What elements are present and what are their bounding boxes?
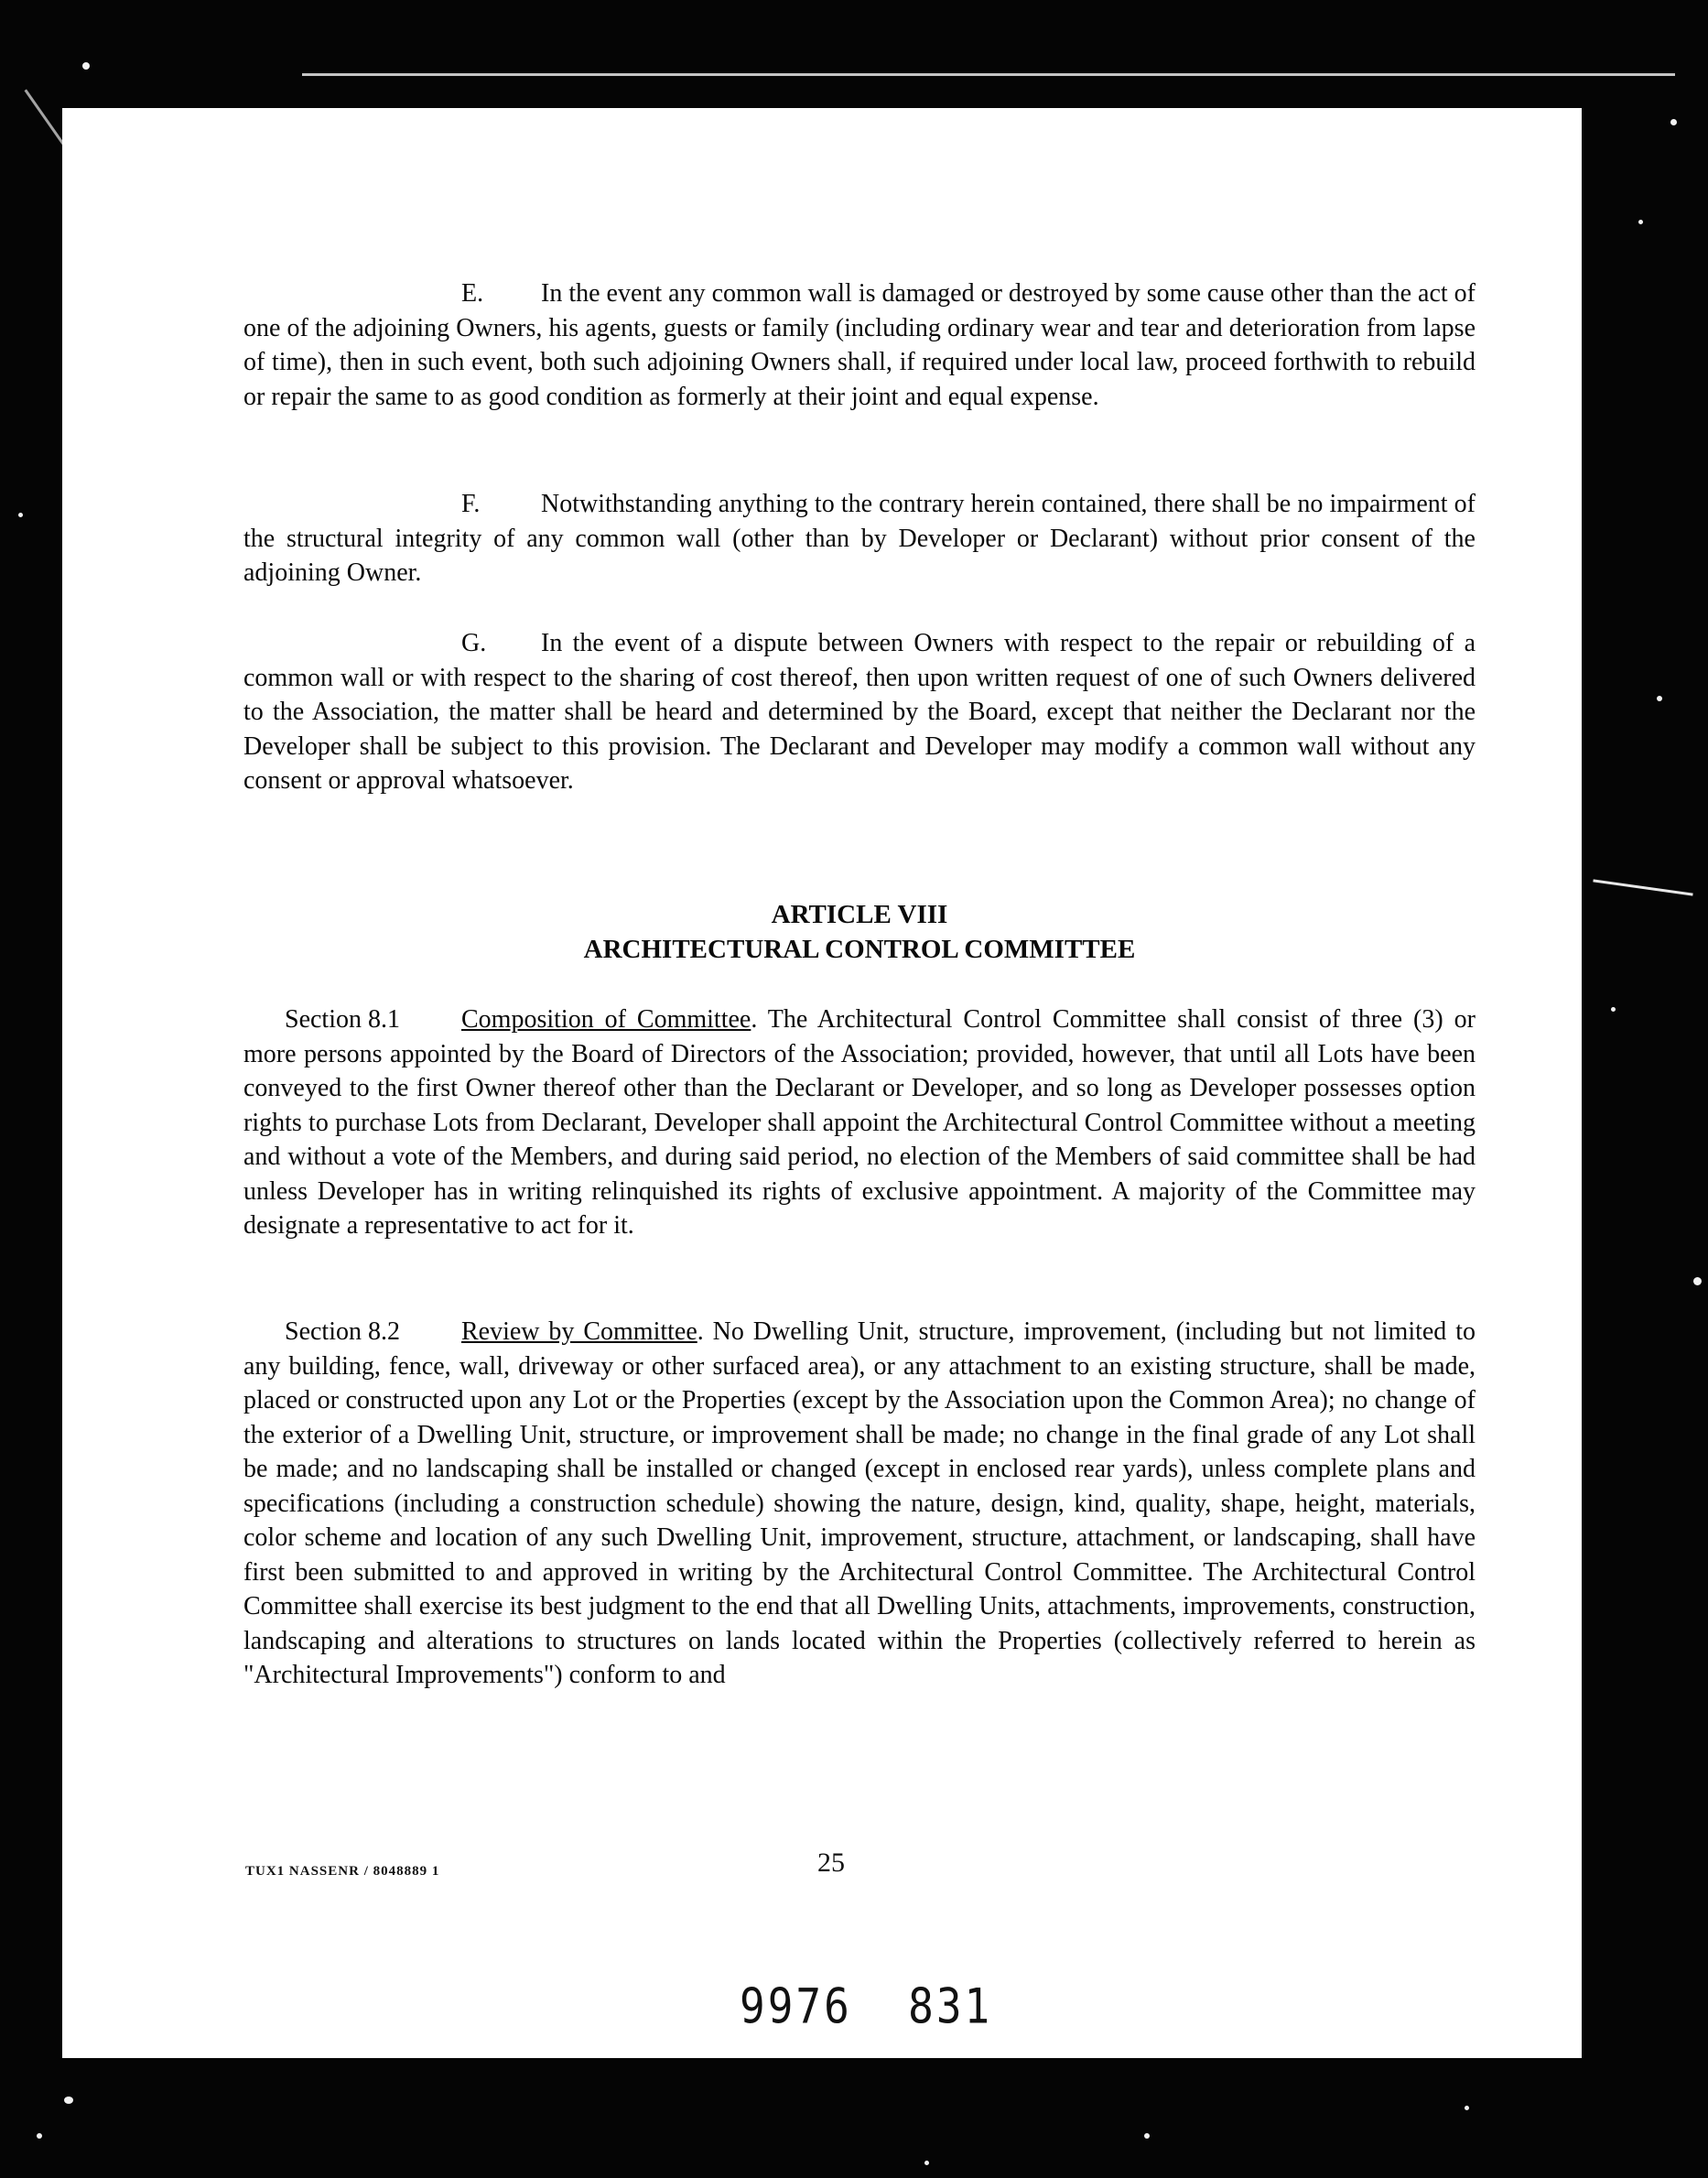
scan-speck: [1693, 1277, 1702, 1285]
scan-speck: [1670, 119, 1677, 125]
page-number: 25: [817, 1848, 845, 1878]
filing-stamp: 9976 831: [740, 1977, 993, 2035]
scan-speck: [1657, 696, 1662, 701]
section-text: . The Architectural Control Committee shall consist of three (3) or more persons appointed by the Board of Directors of the Association; provided, however, that until all Lots have been conveyed to the first Owner thereof other than the Declarant or Developer, and so long as Developer possesses option rights to purchase Lots from Declarant, Developer shall appoint the Architectural Control Committee without a meeting and without a vote of the Members, and during said period, no election of the Members of said committee shall be had unless Developer has in writing relinquished its rights of exclusive appointment. A majority of the Committee may designate a representative to act for it.: [243, 1005, 1476, 1240]
paragraph-F: [243, 487, 1476, 591]
scan-speck: [1144, 2133, 1150, 2139]
paragraph-text: In the event any common wall is damaged or destroyed by some cause other than the act of one of the adjoining Owners, his agents, guests or family (including ordinary wear and tear and deterioration from lapse of time), then in such event, both such adjoining Owners shall, if required under local law, proceed forthwith to rebuild or repair the same to as good condition as formerly at their joint and equal expense.: [243, 279, 1476, 411]
paragraph-letter: G.: [461, 629, 487, 657]
footer-document-id: TUX1 NASSENR / 8048889 1: [245, 1864, 440, 1879]
document-page: [62, 108, 1582, 2058]
paragraph-text: In the event of a dispute between Owners with respect to the repair or rebuilding of a common wall or with respect to the sharing of cost thereof, then upon written request of one of such Owners delivered to the Association, the matter shall be heard and determined by the Board, except that neither the Declarant nor the Developer shall be subject to this provision. The Declarant and Developer may modify a common wall without any consent or approval whatsoever.: [243, 629, 1476, 795]
scan-speck: [1611, 1007, 1616, 1012]
paragraph-text: Notwithstanding anything to the contrary herein contained, there shall be no impairment of the structural integrity of any common wall (other than by Developer or Declarant) without prior consent of the adjoining Owner.: [243, 490, 1476, 587]
paragraph-letter: F.: [461, 490, 481, 518]
section-number: Section 8.1: [285, 1005, 400, 1034]
article-number: ARTICLE VIII: [771, 900, 948, 929]
scan-speck: [18, 513, 23, 517]
section-text: . No Dwelling Unit, structure, improvement, (including but not limited to any building, fence, wall, driveway or other surfaced area), or any attachment to an existing structure, shall be made, placed or constructed upon any Lot or the Properties (except by the Association upon the Common Area); no change of the exterior of a Dwelling Unit, structure, or improvement shall be made; no change in the final grade of any Lot shall be made; and no landscaping shall be installed or changed (except in enclosed rear yards), unless complete plans and specifications (including a construction schedule) showing the nature, design, kind, quality, shape, height, materials, color scheme and location of any such Dwelling Unit, improvement, structure, attachment, or landscaping, shall have first been submitted to and approved in writing by the Architectural Control Committee. The Architectural Control Committee shall exercise its best judgment to the end that all Dwelling Units, attachments, improvements, construction, landscaping and alterations to structures on lands located within the Properties (collectively referred to herein as "Architectural Improvements") conform to and: [243, 1317, 1476, 1689]
scan-speck: [64, 2097, 73, 2104]
section-heading: Review by Committee: [461, 1317, 697, 1346]
scan-speck: [924, 2161, 929, 2165]
scan-speck: [1465, 2106, 1469, 2110]
section-8-2: [243, 1315, 1476, 1693]
scan-speck: [37, 2133, 42, 2139]
article-title: ARCHITECTURAL CONTROL COMMITTEE: [583, 935, 1136, 964]
scan-streak: [1593, 879, 1692, 895]
scan-speck: [82, 62, 90, 70]
scan-streak: [302, 73, 1675, 76]
scan-speck: [1638, 220, 1643, 224]
paragraph-E: [243, 276, 1476, 414]
section-8-1: [243, 1002, 1476, 1243]
section-heading: Composition of Committee: [461, 1005, 751, 1034]
paragraph-G: [243, 626, 1476, 798]
paragraph-letter: E.: [461, 279, 484, 308]
section-number: Section 8.2: [285, 1317, 400, 1346]
